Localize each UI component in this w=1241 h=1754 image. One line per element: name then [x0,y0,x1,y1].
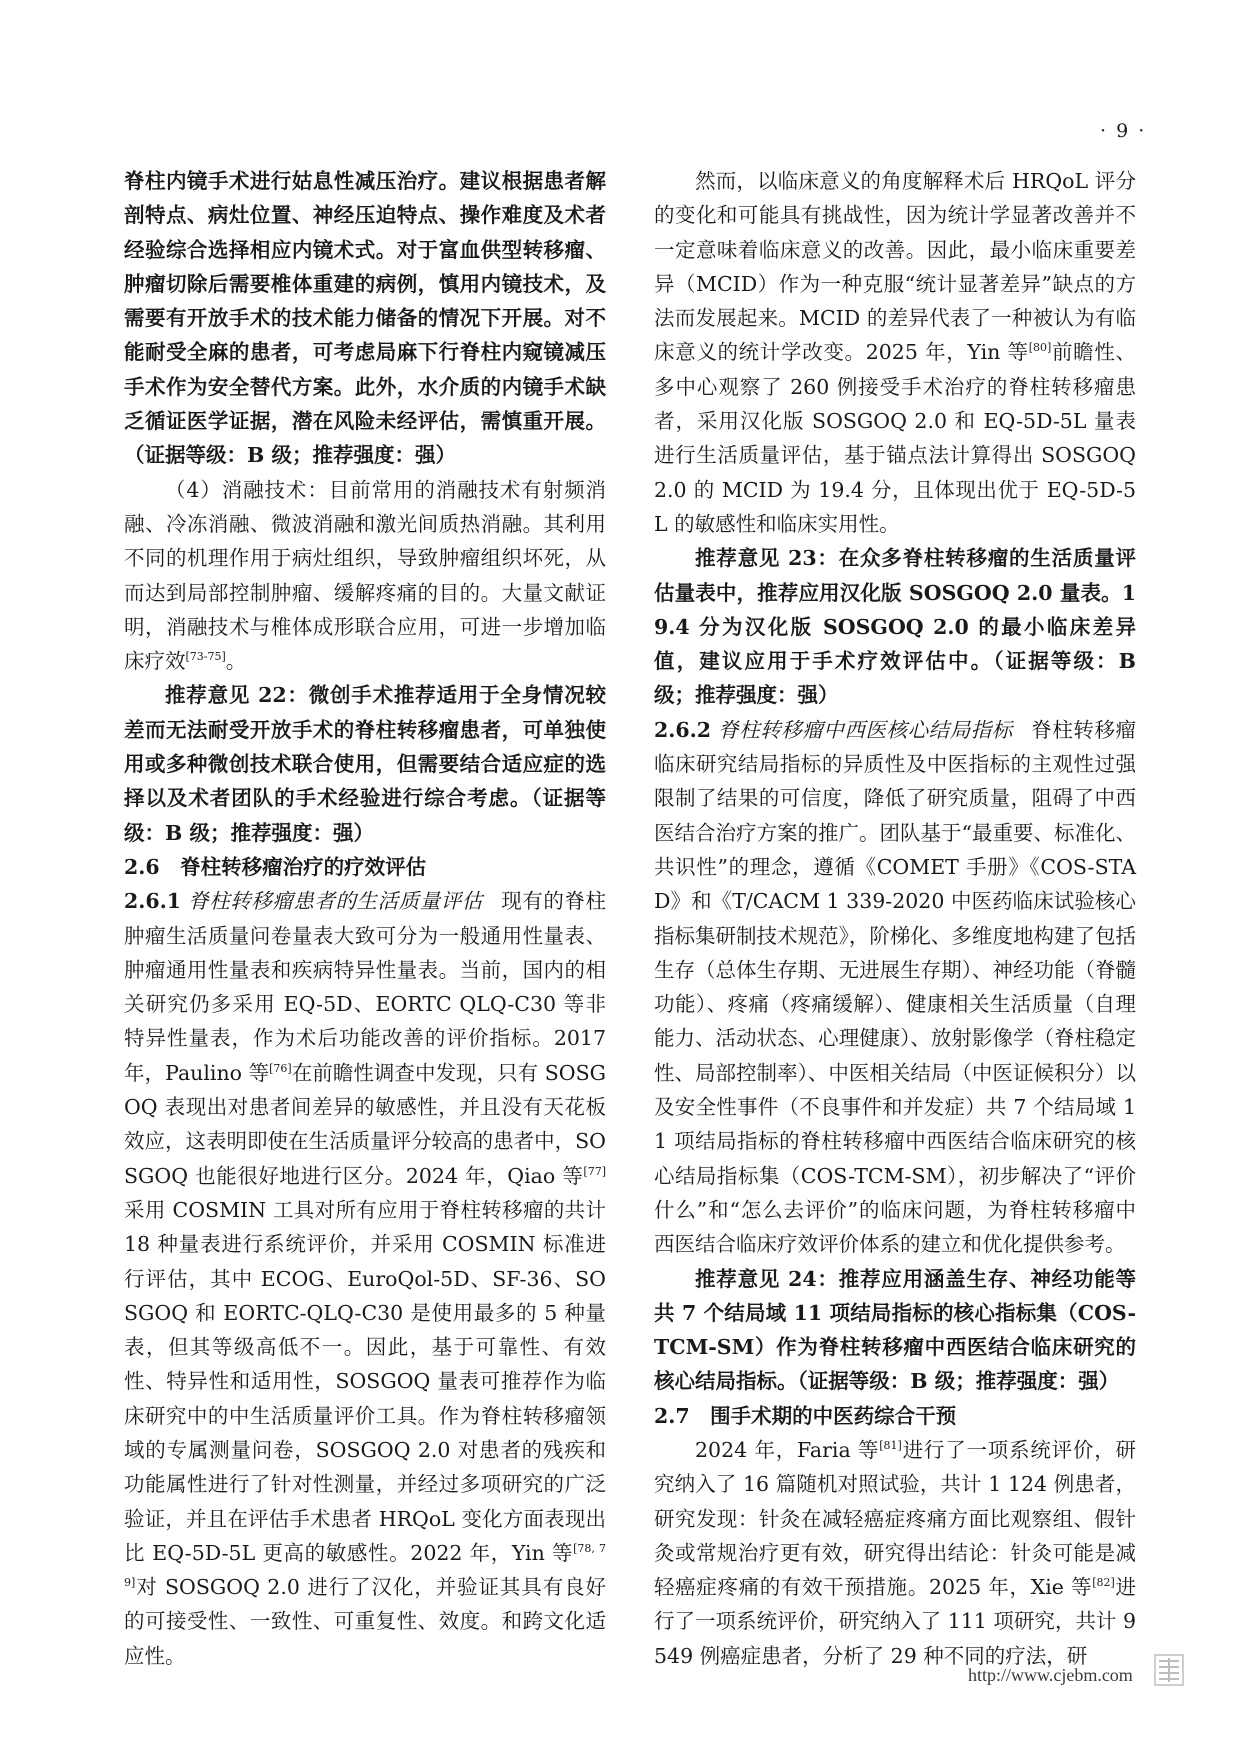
recommendation-22: 推荐意见 22：微创手术推荐适用于全身情况较差而无法耐受开放手术的脊柱转移瘤患者，可单独使用或多种微创技术联合使用，但需要结合适应症的选择以及术者团队的手术经验进行综合考虑。（证据等级：B 级；推荐强度：强） [124,683,606,845]
subsection-title-2-6-1: 脊柱转移瘤患者的生活质量评估 [188,889,483,914]
recommendation-24: 推荐意见 24：推荐应用涵盖生存、神经功能等共 7 个结局域 11 项结局指标的核心指标集（COS-TCM-SM）作为脊柱转移瘤中西医结合临床研究的核心结局指标。（证据等级：B 级；推荐强度：强） [654,1266,1136,1394]
journal-url-link[interactable]: http://www.cjebm.com [968,1665,1133,1685]
journal-logo-icon [1154,1654,1184,1690]
right-column [654,164,1136,1673]
endoscopy-recommendation-text: 脊柱内镜手术进行姑息性减压治疗。建议根据患者解剖特点、病灶位置、神经压迫特点、操作难度及术者经验综合选择相应内镜术式。对于富血供型转移瘤、肿瘤切除后需要椎体重建的病例，慎用内镜技术，及需要有开放手术的技术能力储备的情况下开展。对不能耐受全麻的患者，可考虑局麻下行脊柱内窥镜减压手术作为安全替代方案。此外，水介质的内镜手术缺乏循证医学证据，潜在风险未经评估，需慎重开展。（证据等级：B 级；推荐强度：强） [124,169,606,468]
section-heading-2-7: 2.7 围手术期的中医药综合干预 [654,1403,957,1428]
ablation-paragraph: （4）消融技术：目前常用的消融技术有射频消融、冷冻消融、微波消融和激光间质热消融。其利用不同的机理作用于病灶组织，导致肿瘤组织坏死，从而达到局部控制肿瘤、缓解疼痛的目的。大量文献证明，消融技术与椎体成形联合应用，可进一步增加临床疗效[73-75]。 [124,477,606,674]
citation-link[interactable]: [82] [1092,1576,1115,1590]
subsection-title-2-6-2: 脊柱转移瘤中西医核心结局指标 [718,717,1013,742]
section-heading-2-6: 2.6 脊柱转移瘤治疗的疗效评估 [124,854,427,879]
citation-link[interactable]: [80] [1028,341,1052,355]
citation-link[interactable]: [78, 79] [124,1542,607,1590]
core-outcome-paragraph: 2.6.2 脊柱转移瘤中西医核心结局指标 脊柱转移瘤临床研究结局指标的异质性及中医指标的主观性过强限制了结果的可信度，降低了研究质量，阻碍了中西医结合治疗方案的推广。团队基于“最重要、标准化、共识性”的理念，遵循《COMET 手册》《COS-STAD》和《T/CACM 1 339-2020 中医药临床试验核心指标集研制技术规范》，阶梯化、多维度地构建了包括生存（总体生存期、无进展生存期）、神经功能（脊髓功能）、疼痛（疼痛缓解）、健康相关生活质量（自理能力、活动状态、心理健康）、放射影像学（脊柱稳定性、局部控制率）、中医相关结局（中医证候积分）以及安全性事件（不良事件和并发症）共 7 个结局域 11 项结局指标的脊柱转移瘤中西医结合临床研究的核心结局指标集（COS-TCM-SM），初步解决了“评价什么”和“怎么去评价”的临床问题，为脊柱转移瘤中西医结合临床疗效评价体系的建立和优化提供参考。 [654,717,1136,1257]
tcm-intervention-paragraph: 2024 年，Faria 等[81]进行了一项系统评价，研究纳入了 16 篇随机对照试验，共计 1 124 例患者，研究发现：针灸在减轻癌症疼痛方面比观察组、假针灸或常规治疗更有效，研究得出结论：针灸可能是减轻癌症疼痛的有效干预措施。2025 年，Xie 等[82]进行了一项系统评价，研究纳入了 111 项研究，共计 9 549 例癌症患者，分析了 29 种不同的疗法，研 [654,1437,1136,1668]
citation-link[interactable]: [76] [269,1061,292,1075]
qol-paragraph: 2.6.1 脊柱转移瘤患者的生活质量评估 现有的脊柱肿瘤生活质量问卷量表大致可分为一般通用性量表、肿瘤通用性量表和疾病特异性量表。当前，国内的相关研究仍多采用 EQ-5D、EORTC QLQ-C30 等非特异性量表，作为术后功能改善的评价指标。2017 年，Paulino 等[76]在前瞻性调查中发现，只有 SOSGOQ 表现出对患者间差异的敏感性，并且没有天花板效应，这表明即使在生活质量评分较高的患者中，SOSGOQ 也能很好地进行区分。2024 年，Qiao 等[77]采用 COSMIN 工具对所有应用于脊柱转移瘤的共计 18 种量表进行系统评价，并采用 COSMIN 标准进行评估，其中 ECOG、EuroQol-5D、SF-36、SOSGOQ 和 EORTC-QLQ-C30 是使用最多的 5 种量表，但其等级高低不一。因此，基于可靠性、有效性、特异性和适用性，SOSGOQ 量表可推荐作为临床研究中的中生活质量评价工具。作为脊柱转移瘤领域的专属测量问卷，SOSGOQ 2.0 对患者的残疾和功能属性进行了针对性测量，并经过多项研究的广泛验证，并且在评估手术患者 HRQoL 变化方面表现出比 EQ-5D-5L 更高的敏感性。2022 年，Yin 等[78, 79]对 SOSGOQ 2.0 进行了汉化，并验证其具有良好的可接受性、一致性、可重复性、效度。和跨文化适应性。 [124,889,607,1668]
citation-link[interactable]: [73-75] [185,650,226,664]
citation-link[interactable]: [77] [583,1164,606,1178]
page-number: · 9 · [1100,120,1147,142]
citation-link[interactable]: [81] [879,1439,902,1453]
subsection-number-2-6-1: 2.6.1 [124,889,182,914]
subsection-number-2-6-2: 2.6.2 [654,717,712,742]
left-column [124,164,606,1673]
recommendation-23: 推荐意见 23：在众多脊柱转移瘤的生活质量评估量表中，推荐应用汉化版 SOSGOQ 2.0 量表。19.4 分为汉化版 SOSGOQ 2.0 的最小临床差异值，建议应用于手术疗效评估中。（证据等级：B 级；推荐强度：强） [654,546,1136,708]
mcid-paragraph: 然而，以临床意义的角度解释术后 HRQoL 评分的变化和可能具有挑战性，因为统计学显著改善并不一定意味着临床意义的改善。因此，最小临床重要差异（MCID）作为一种克服“统计显著差异”缺点的方法而发展起来。MCID 的差异代表了一种被认为有临床意义的统计学改变。2025 年，Yin 等[80]前瞻性、多中心观察了 260 例接受手术治疗的脊柱转移瘤患者，采用汉化版 SOSGOQ 2.0 和 EQ-5D-5L 量表进行生活质量评估，基于锚点法计算得出 SOSGOQ 2.0 的 MCID 为 19.4 分，且体现出优于 EQ-5D-5L 的敏感性和临床实用性。 [654,169,1136,536]
